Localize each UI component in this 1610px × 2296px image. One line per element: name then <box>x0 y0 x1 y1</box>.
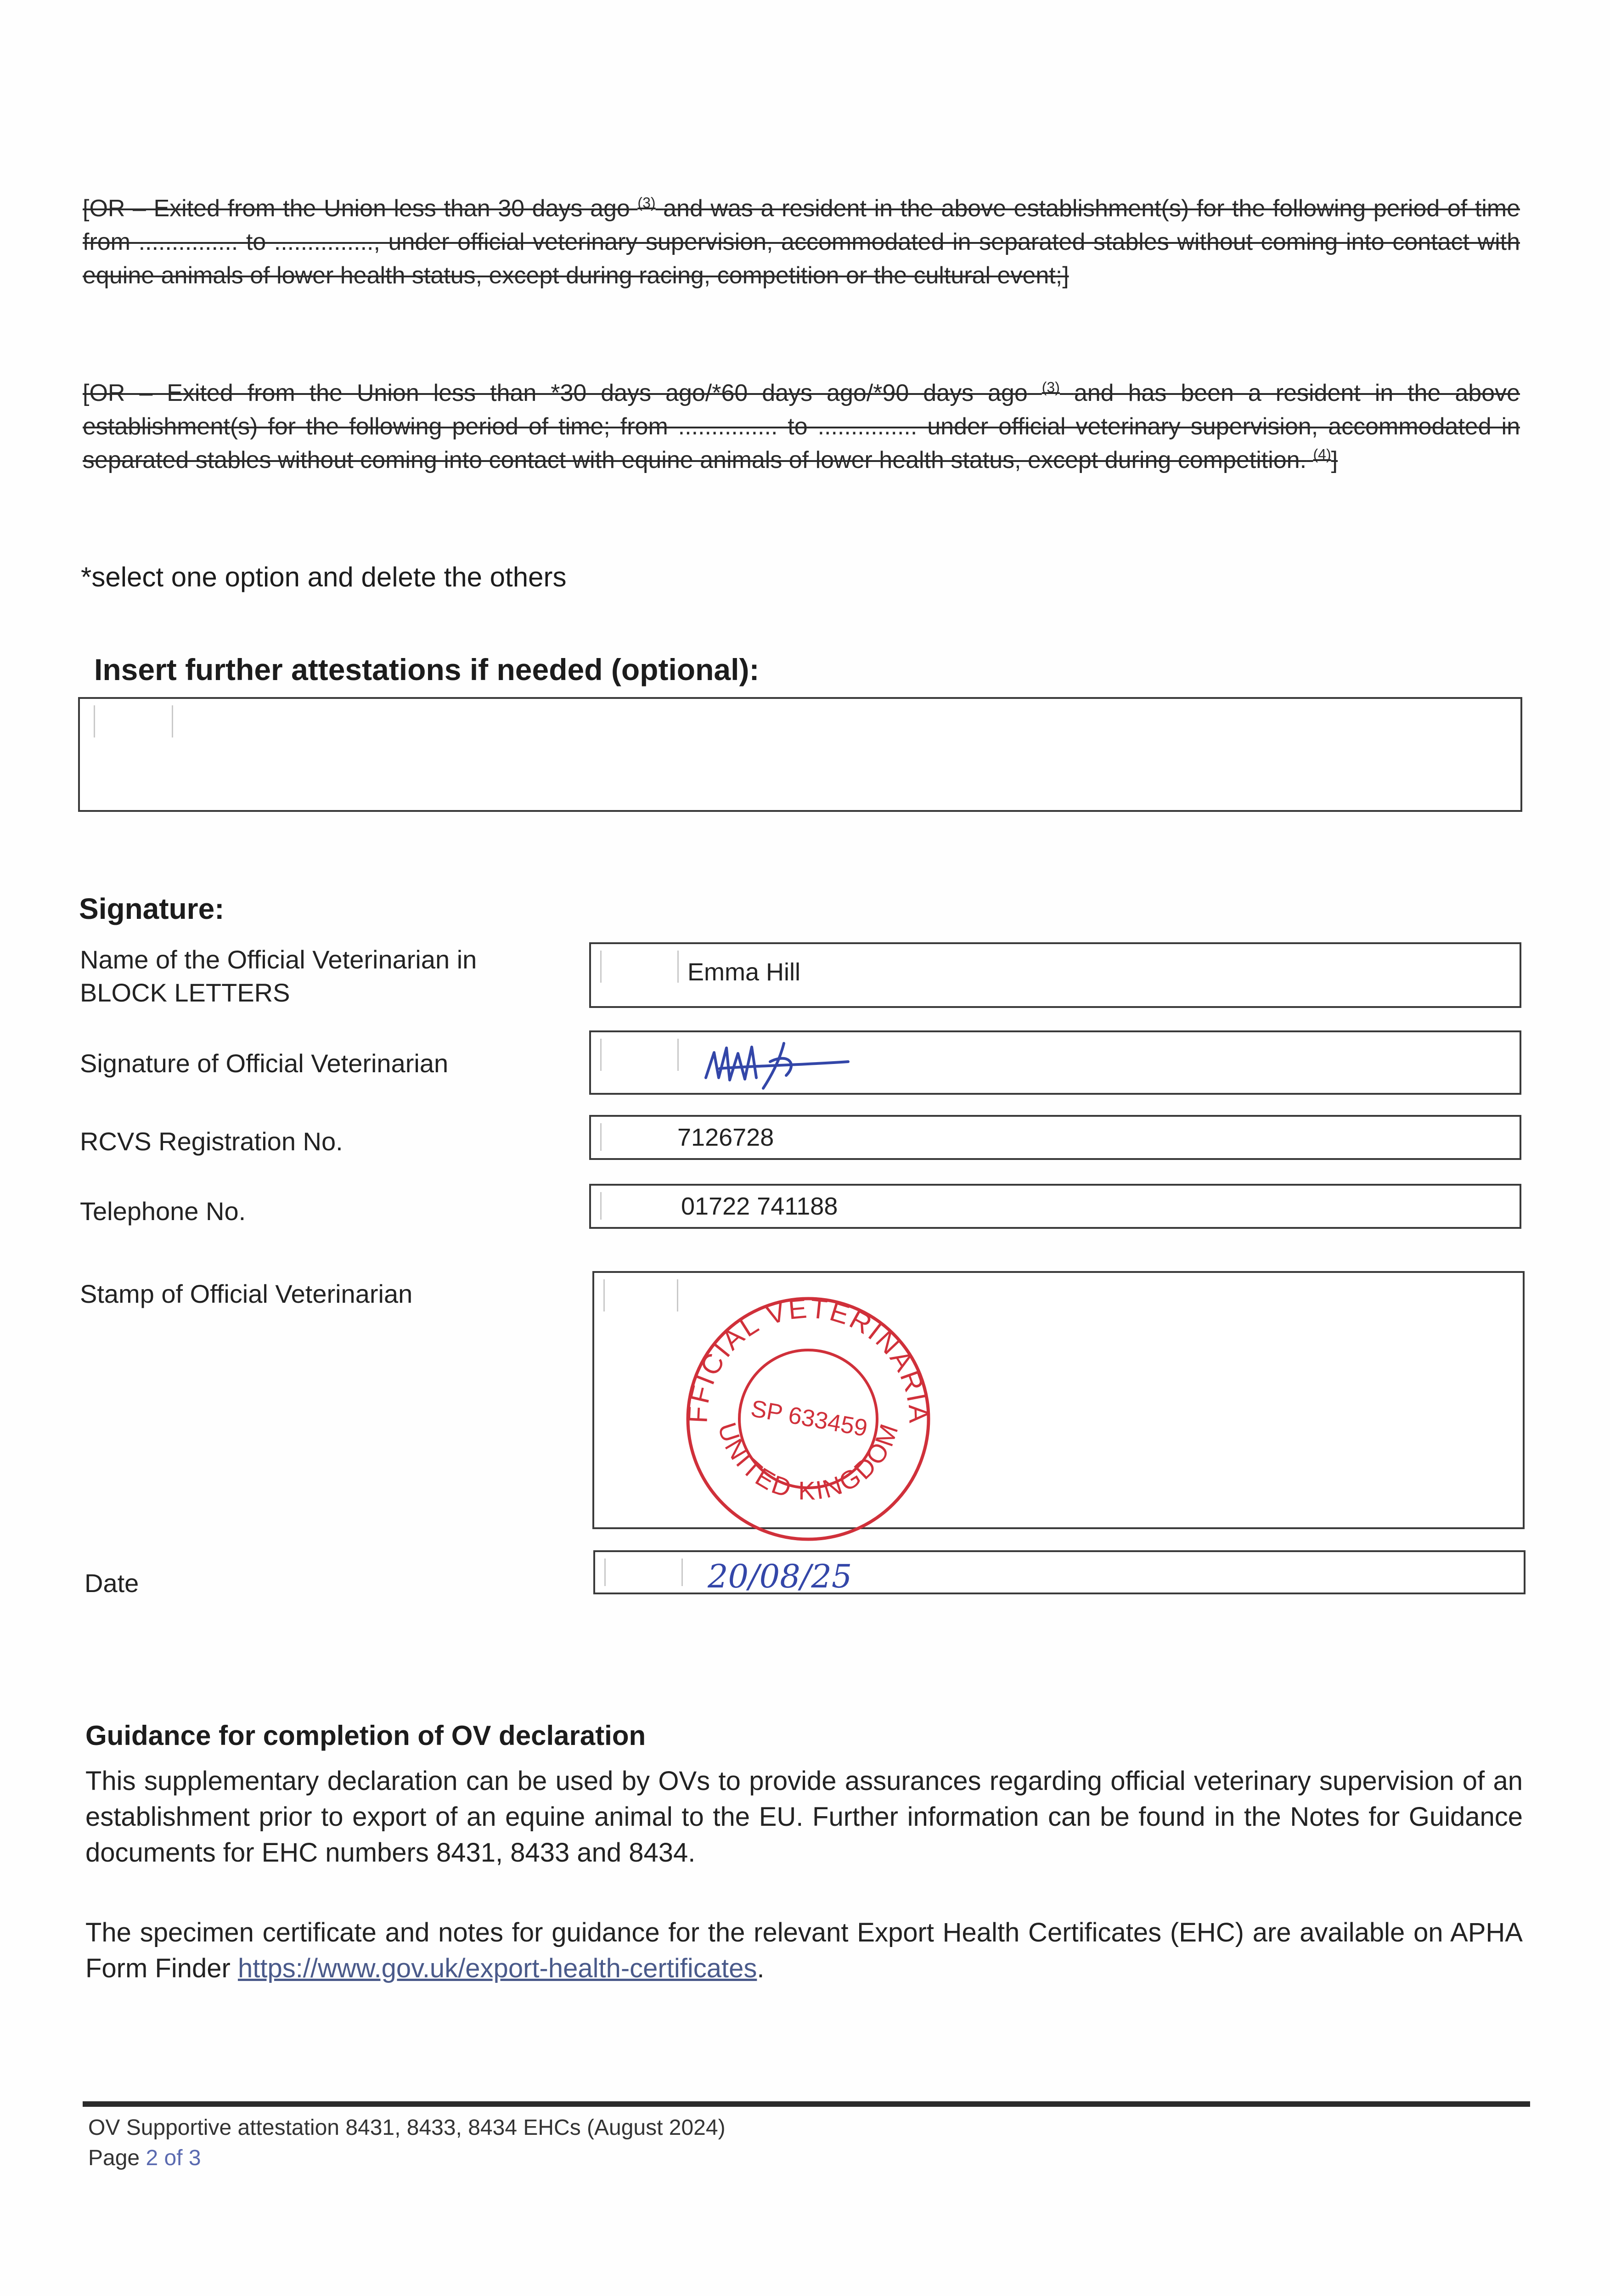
guidance-paragraph-1: This supplementary declaration can be used by OVs to provide assurances regarding official veterinary supervision of an establishment prior to export of an equine animal to the EU. Further information can be found in the Notes for Guidance documents for EHC numbers 8431, 8433 and 8434. <box>85 1766 1523 1868</box>
footer-doc-title: OV Supportive attestation 8431, 8433, 8434 EHCs (August 2024) <box>88 2116 726 2140</box>
footer-page-number <box>88 2145 201 2171</box>
or-paragraph-2 <box>83 377 1520 477</box>
or2-ref: (3) <box>1041 379 1060 396</box>
rcvs-value: 7126728 <box>677 1124 774 1151</box>
signature-field[interactable] <box>589 1030 1521 1095</box>
stamp-bottom-text: UNITED KINGDOM <box>712 1418 904 1505</box>
export-health-certificates-link[interactable]: https://www.gov.uk/export-health-certificates <box>237 1953 757 1983</box>
or2-lead: [OR – Exited from the Union less than *30 days ago/*60 days ago/*90 days ago <box>83 380 1028 406</box>
stamp-top-text: FFICIAL VETERINARIA <box>682 1293 934 1425</box>
name-field[interactable] <box>589 942 1521 1008</box>
date-label: Date <box>84 1569 139 1598</box>
or1-lead: [OR – Exited from the Union less than 30 days ago <box>83 195 630 222</box>
signature-heading: Signature: <box>79 892 225 925</box>
page-word: Page <box>88 2146 140 2170</box>
select-note: *select one option and delete the others <box>81 562 567 592</box>
or2-ref-end: (4) <box>1313 446 1331 463</box>
handwritten-signature <box>701 1034 857 1094</box>
or-paragraph-1 <box>83 192 1520 293</box>
attestations-field[interactable] <box>78 697 1522 812</box>
guidance-paragraph-2 <box>85 1915 1523 1986</box>
name-label: Name of the Official Veterinarian in BLOCK LETTERS <box>80 945 477 1007</box>
page-current: 2 <box>146 2146 158 2170</box>
page-total: 3 <box>188 2146 201 2170</box>
phone-value: 01722 741188 <box>681 1193 838 1220</box>
phone-field[interactable] <box>589 1184 1521 1229</box>
stamp-label: Stamp of Official Veterinarian <box>80 1279 413 1308</box>
rcvs-field[interactable] <box>589 1115 1521 1160</box>
stamp-code: SP 633459 <box>749 1395 870 1442</box>
rcvs-label: RCVS Registration No. <box>80 1127 343 1156</box>
signature-label: Signature of Official Veterinarian <box>80 1049 449 1078</box>
guidance-heading: Guidance for completion of OV declaration <box>85 1720 646 1751</box>
phone-label: Telephone No. <box>80 1197 246 1226</box>
official-vet-stamp <box>675 1290 941 1548</box>
stamp-seal <box>675 1290 941 1548</box>
date-field[interactable] <box>593 1550 1526 1594</box>
of-word: of <box>164 2146 183 2170</box>
or1-ref: (3) <box>637 194 656 211</box>
or2-body: and has been a resident in the above establishment(s) for the following period of time; from ............... to ............... under official veterinary supervision, accommodated in separated stables without coming into contact with equine animals of lower health status, except during competition. <box>83 380 1520 473</box>
guidance-p2-end: . <box>757 1953 765 1983</box>
name-value: Emma Hill <box>687 958 801 986</box>
footer-divider <box>83 2101 1530 2107</box>
or1-body: and was a resident in the above establishment(s) for the following period of time from ............... to ..............., under official veterinary supervision, accommodated in separated stables without coming into contact with equine animals of lower health status, except during racing, competition or the cultural event;] <box>83 195 1520 289</box>
attestations-heading: Insert further attestations if needed (optional): <box>94 653 760 687</box>
guidance-p2-text: The specimen certificate and notes for guidance for the relevant Export Health Certificates (EHC) are available on APHA Form Finder <box>85 1918 1523 1983</box>
date-value: 20/08/25 <box>708 1558 852 1595</box>
or2-close: ] <box>1331 447 1338 473</box>
